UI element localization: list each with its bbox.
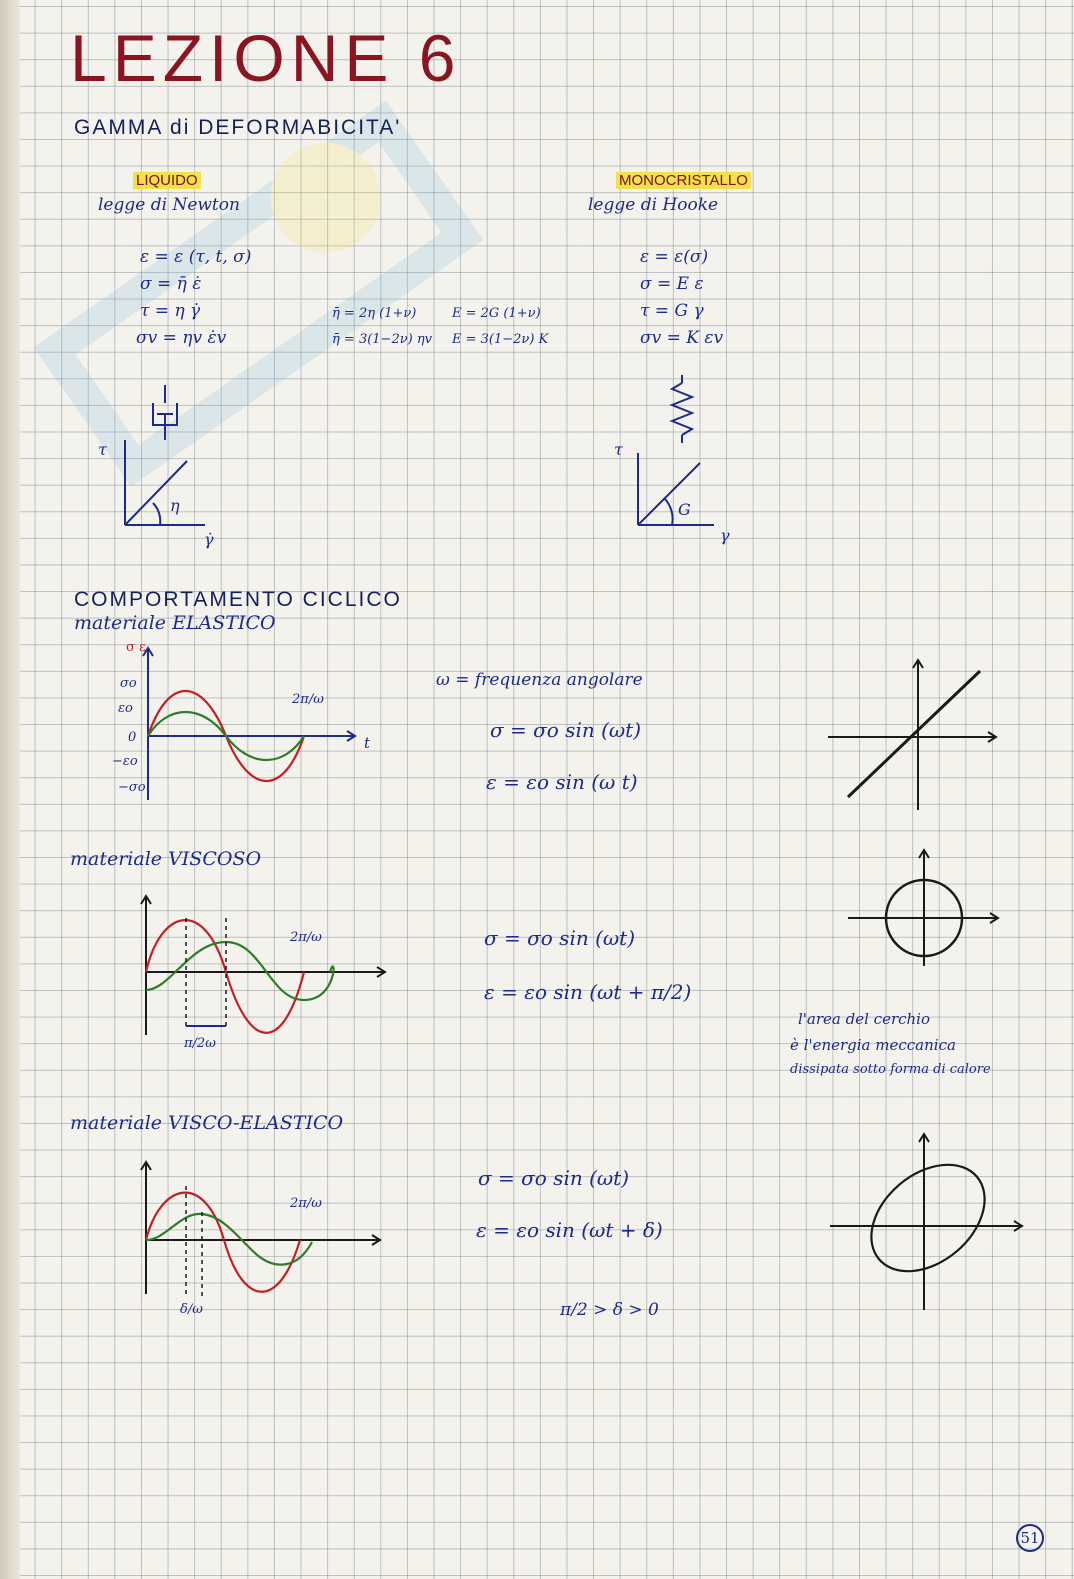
slope-arc: [665, 499, 673, 525]
liquid-eq1: ε = ε (τ, t, σ): [140, 247, 252, 267]
elastic-tick-neg-sigma0: −σo: [118, 780, 146, 795]
liquid-axis-x: γ̇: [204, 530, 214, 549]
stress-curve: [146, 1193, 300, 1292]
viscous-note-line1: l'area del cerchio: [798, 1010, 931, 1028]
crystal-axis-x: γ: [720, 526, 730, 545]
relation-2: η̄ = 3(1−2ν) ηv: [332, 332, 432, 347]
viscoelastic-eq1: σ = σo sin (ωt): [478, 1166, 630, 1190]
liquid-eq4: σv = ηv ε̇v: [136, 328, 227, 348]
crystal-eq1: ε = ε(σ): [640, 247, 709, 267]
elastic-tick-eps0: εo: [118, 701, 133, 716]
omega-definition: ω = frequenza angolare: [436, 670, 643, 690]
crystal-law: legge di Hooke: [588, 195, 719, 215]
viscous-sine-graph: [140, 890, 400, 1040]
notebook-edge: [0, 0, 20, 1579]
dashpot-icon: [153, 385, 177, 440]
elastic-sine-graph: [140, 640, 370, 810]
viscoelastic-period: 2π/ω: [290, 1196, 322, 1211]
elastic-stress-strain-line: [848, 671, 980, 797]
hysteresis-ellipse: [851, 1143, 1006, 1293]
viscous-shift: π/2ω: [184, 1036, 216, 1051]
viscous-note-line2: è l'energia meccanica: [790, 1036, 956, 1054]
relation-1: η̄ = 2η (1+ν): [332, 306, 417, 321]
elastic-period: 2π/ω: [292, 692, 324, 707]
relation-3: E = 2G (1+ν): [452, 306, 541, 321]
elastic-axis-y: σ ε: [126, 640, 146, 655]
elastic-tick-zero: 0: [128, 730, 137, 745]
section-heading-cyclic: COMPORTAMENTO CICLICO: [74, 588, 402, 611]
viscous-period: 2π/ω: [290, 930, 322, 945]
viscoelastic-shift: δ/ω: [180, 1302, 203, 1317]
viscoelastic-eq2: ε = εo sin (ωt + δ): [476, 1218, 663, 1242]
elastic-eq1: σ = σo sin (ωt): [490, 718, 642, 742]
crystal-axis-y: τ: [614, 440, 623, 459]
crystal-eq4: σv = K εv: [640, 328, 724, 348]
elastic-loop-graph: [828, 655, 1003, 815]
viscoelastic-loop-graph: [828, 1132, 1028, 1312]
slope-arc: [153, 503, 160, 525]
elastic-title: materiale ELASTICO: [74, 612, 276, 634]
viscous-note-line3: dissipata sotto forma di calore: [790, 1062, 991, 1077]
elastic-tick-sigma0: σo: [120, 676, 137, 691]
viscous-loop-graph: [846, 848, 1006, 968]
crystal-slope: G: [678, 500, 691, 519]
crystal-eq3: τ = G γ: [640, 301, 704, 321]
viscous-title: materiale VISCOSO: [70, 848, 262, 870]
liquid-law: legge di Newton: [98, 195, 240, 215]
section-heading-deformability: GAMMA di DEFORMABICITA': [74, 116, 402, 139]
liquid-slope: η: [170, 496, 180, 515]
elastic-tick-neg-eps0: −εo: [112, 754, 138, 769]
liquid-eq2: σ = η̄ ε̇: [140, 274, 202, 294]
crystal-hooke-graph: [610, 375, 740, 545]
crystal-label: MONOCRISTALLO: [616, 172, 751, 189]
newton-line: [125, 461, 187, 525]
viscoelastic-sine-graph: [140, 1156, 390, 1301]
elastic-axis-x: t: [364, 734, 371, 752]
liquid-axis-y: τ: [98, 440, 107, 459]
page-number: 51: [1016, 1524, 1044, 1552]
crystal-eq2: σ = E ε: [640, 274, 704, 294]
viscous-eq1: σ = σo sin (ωt): [484, 926, 636, 950]
viscoelastic-title: materiale VISCO-ELASTICO: [70, 1112, 344, 1134]
liquid-label: LIQUIDO: [133, 172, 201, 189]
liquid-eq3: τ = η γ̇: [140, 301, 201, 321]
page-title: LEZIONE 6: [70, 21, 462, 95]
relation-4: E = 3(1−2ν) K: [452, 332, 549, 347]
spring-icon: [672, 375, 692, 443]
viscous-eq2: ε = εo sin (ωt + π/2): [484, 980, 692, 1004]
elastic-eq2: ε = εo sin (ω t): [486, 770, 638, 794]
viscoelastic-condition: π/2 > δ > 0: [560, 1300, 659, 1320]
